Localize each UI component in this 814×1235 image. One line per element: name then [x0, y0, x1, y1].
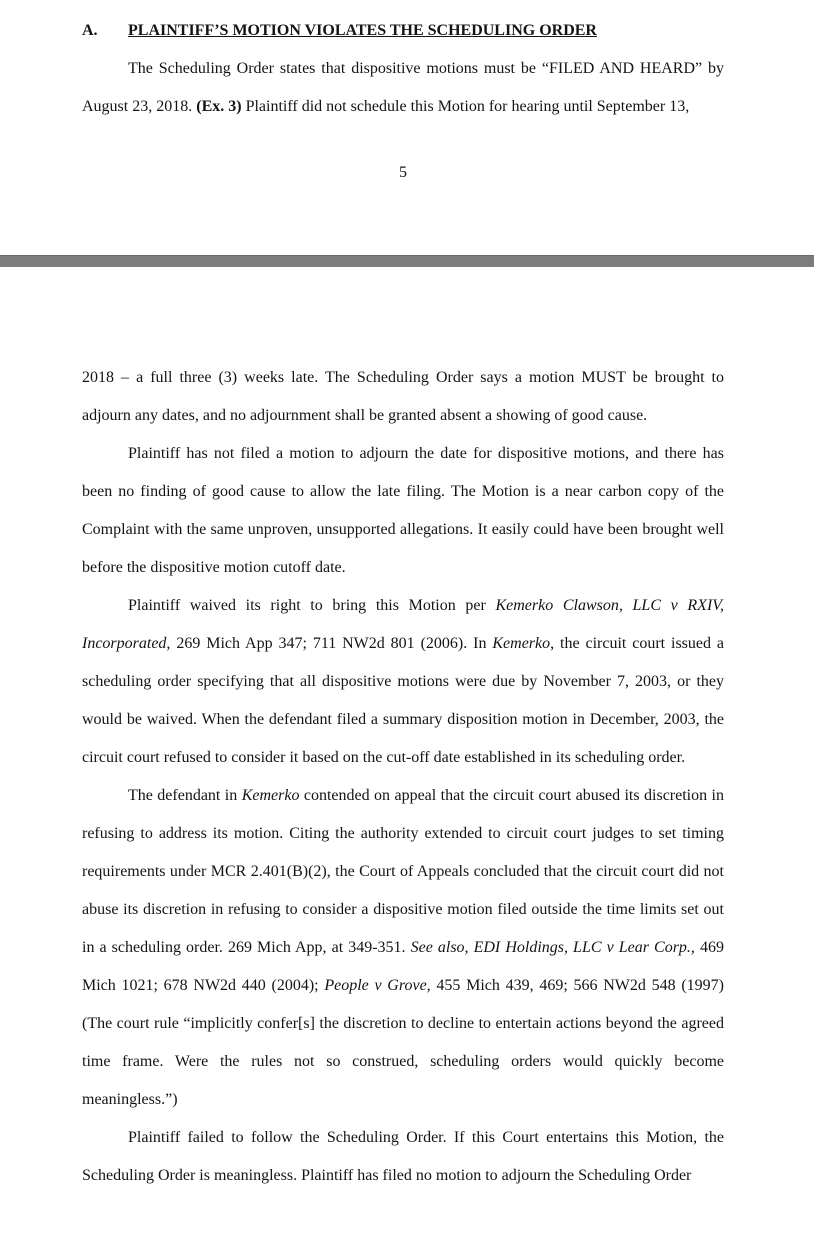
- text-run: (Ex. 3): [196, 98, 242, 115]
- paragraph: [82, 359, 724, 435]
- text-run: contended on appeal that the circuit court abused its discretion in refusing to address its motion. Citing the authority extended to circuit court judges to set timing requirements under MCR 2.401(B)(2), the Court of Appeals concluded that the circuit court did not abuse its discretion in refusing to consider a dispositive motion filed outside the time limits set out in a scheduling order. 269 Mich App, at 349-351.: [82, 787, 724, 956]
- paragraph: [82, 1119, 724, 1195]
- text-run: The Scheduling Order states that dispositive motions must be “FILED AND HEARD” by August 23, 2018.: [82, 60, 724, 115]
- text-run: See also, EDI Holdings, LLC v Lear Corp.,: [410, 939, 695, 956]
- text-run: Plaintiff waived its right to bring this Motion per: [128, 597, 496, 614]
- text-run: Plaintiff did not schedule this Motion for hearing until September 13,: [241, 98, 690, 115]
- section-heading-label: A.: [82, 22, 98, 39]
- paragraph: [82, 587, 724, 777]
- text-run: Plaintiff has not filed a motion to adjourn the date for dispositive motions, and there has been no finding of good cause to allow the late filing. The Motion is a near carbon copy of the Complaint with the same unproven, unsupported allegations. It easily could have been brought well before the dispositive motion cutoff date.: [82, 445, 724, 576]
- text-run: 469 Mich 1021; 678 NW2d 440 (2004);: [82, 939, 724, 994]
- text-run: Kemerko: [241, 787, 300, 804]
- paragraph: [82, 435, 724, 587]
- document-page-top: [0, 0, 814, 192]
- text-run: , the circuit court issued a scheduling order specifying that all dispositive motions were due by November 7, 2003, or they would be waived. When the defendant filed a summary disposition motion in December, 2003, the circuit court refused to consider it based on the cut-off date established in its scheduling order.: [82, 635, 725, 766]
- section-heading: [82, 0, 724, 50]
- text-run: People v Grove,: [324, 977, 431, 994]
- text-run: Plaintiff failed to follow the Scheduling Order. If this Court entertains this Motion, the Scheduling Order is meaningless. Plaintiff has filed no motion to adjourn the Scheduling Order: [82, 1129, 724, 1184]
- text-run: 2018 – a full three (3) weeks late. The Scheduling Order says a motion MUST be brought to adjourn any dates, and no adjournment shall be granted absent a showing of good cause.: [82, 369, 724, 424]
- text-run: 269 Mich App 347; 711 NW2d 801 (2006). In: [170, 635, 493, 652]
- text-run: Kemerko Clawson, LLC v RXIV, Incorporated,: [82, 597, 724, 652]
- section-heading-title: PLAINTIFF’S MOTION VIOLATES THE SCHEDULING ORDER: [128, 22, 597, 39]
- page-number: 5: [399, 164, 407, 181]
- paragraph: [82, 50, 724, 126]
- page-separator-bar: [0, 255, 814, 267]
- text-run: 455 Mich 439, 469; 566 NW2d 548 (1997) (The court rule “implicitly confer[s] the discretion to decline to entertain actions beyond the agreed time frame. Were the rules not so construed, scheduling orders would quickly become meaningless.”): [82, 977, 724, 1108]
- text-run: The defendant in: [128, 787, 242, 804]
- document-page-bottom: [0, 267, 814, 1205]
- paragraph: [82, 777, 724, 1119]
- text-run: Kemerko: [492, 635, 551, 652]
